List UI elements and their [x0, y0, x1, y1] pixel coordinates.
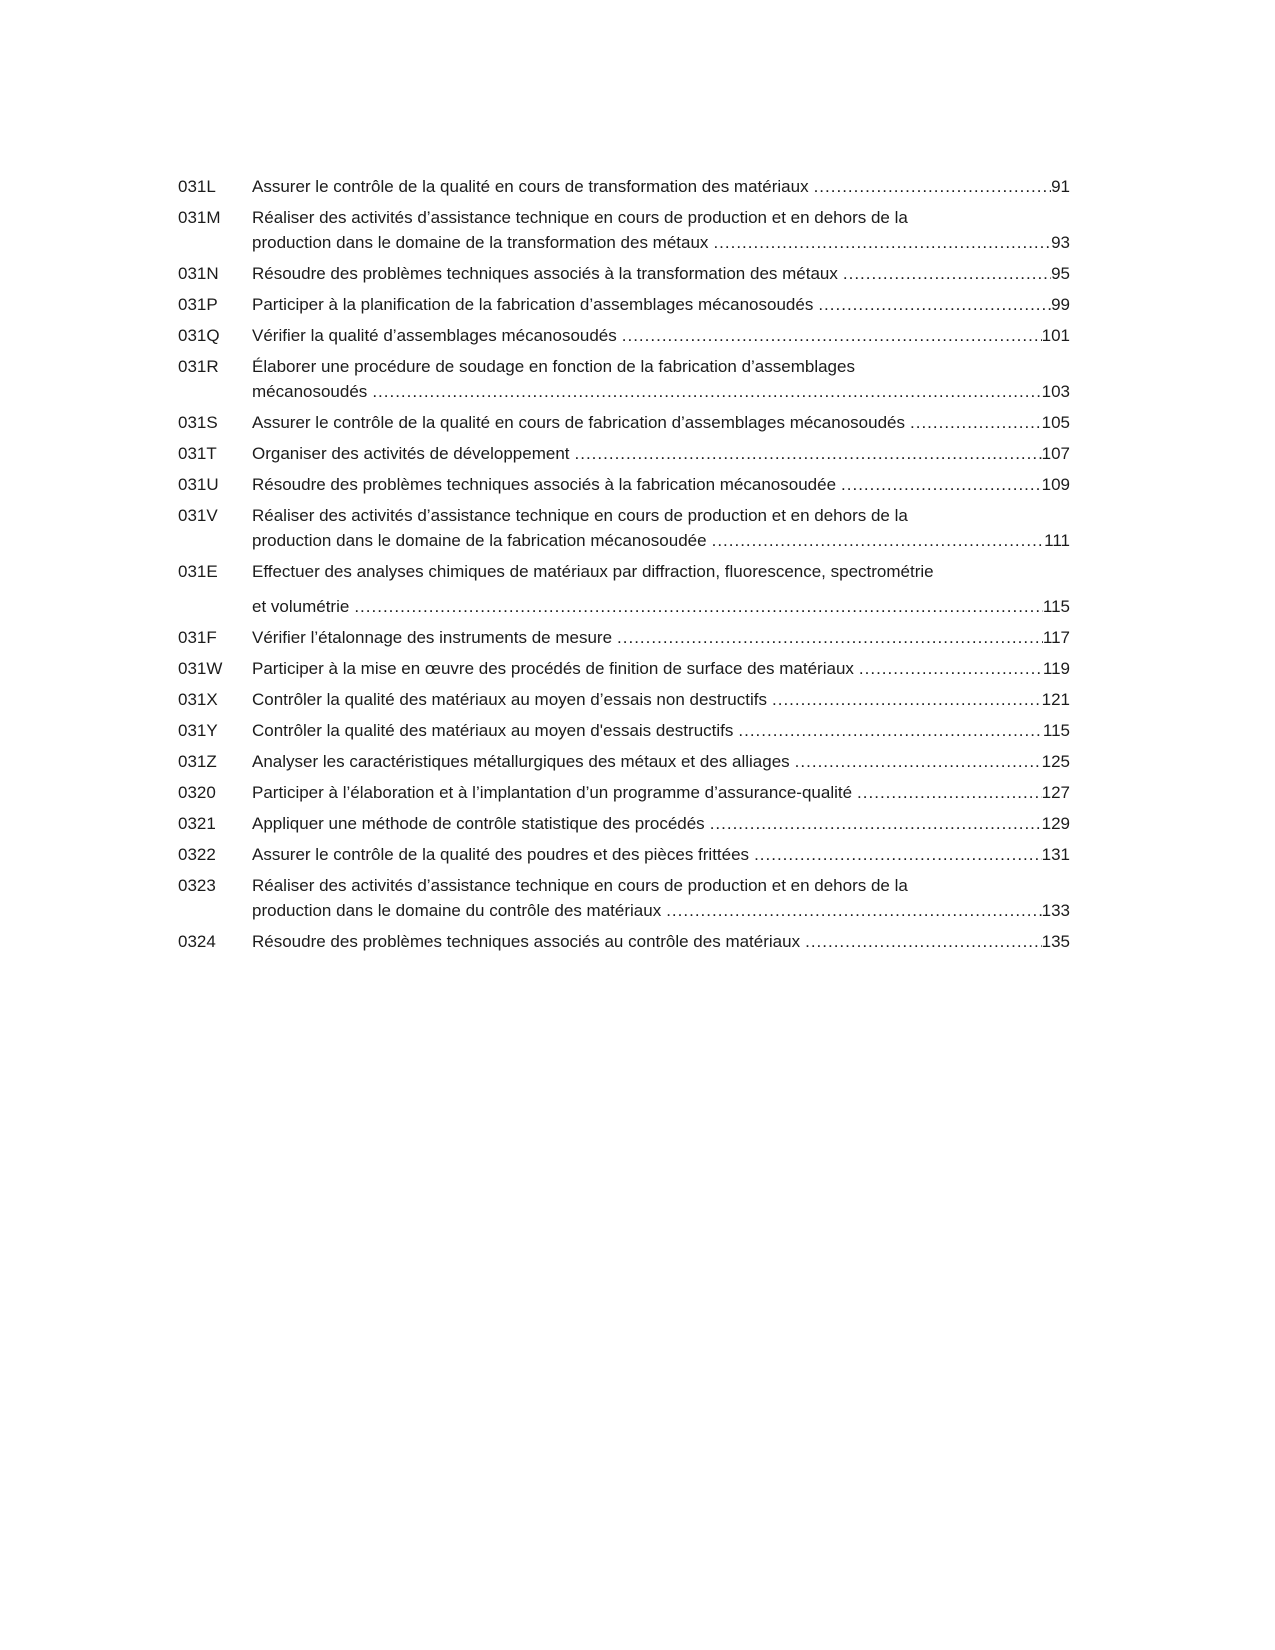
toc-entry: [178, 929, 1070, 954]
toc-entry-content: [252, 441, 1070, 466]
toc-entry-title: Participer à la mise en œuvre des procédés de finition de surface des matériaux: [252, 659, 854, 678]
toc-entry-last-line: [252, 811, 1070, 836]
toc-entry-page-number: 135: [1041, 932, 1070, 951]
toc-entry-last-line: [252, 292, 1070, 317]
dot-leader: [733, 718, 1043, 743]
toc-entry-page-number: 99: [1051, 295, 1070, 314]
toc-entry-title: mécanosoudés: [252, 382, 368, 401]
toc-entry-content: [252, 811, 1070, 836]
toc-entry-code: 031X: [178, 690, 218, 709]
toc-entry-title: Assurer le contrôle de la qualité en cours de fabrication d’assemblages mécanosoudés: [252, 413, 905, 432]
dot-leader: [800, 929, 1042, 954]
toc-entry-title: Résoudre des problèmes techniques associés à la transformation des métaux: [252, 264, 838, 283]
toc-entry: [178, 503, 1070, 553]
toc-entry: [178, 625, 1070, 650]
toc-entry-title: Participer à la planification de la fabrication d’assemblages mécanosoudés: [252, 295, 814, 314]
toc-entry: [178, 441, 1070, 466]
toc-entry-last-line: [252, 687, 1070, 712]
toc-entry-code: 031Q: [178, 326, 220, 345]
toc-entry-page-number: 115: [1042, 721, 1070, 740]
toc-entry: [178, 261, 1070, 286]
toc-entry-page-number: 115: [1042, 597, 1070, 616]
dot-leader: [707, 528, 1045, 553]
toc-entry: [178, 559, 1070, 619]
toc-entry-title: production dans le domaine de la transformation des métaux: [252, 233, 709, 252]
dot-leader: [708, 230, 1051, 255]
toc-entry: [178, 472, 1070, 497]
dot-leader: [749, 842, 1042, 867]
toc-entry-content: [252, 656, 1070, 681]
toc-entry-content: [252, 929, 1070, 954]
toc-entry: [178, 410, 1070, 435]
toc-entry-code: 031P: [178, 295, 218, 314]
toc-entry-last-line: [252, 379, 1070, 404]
toc-entry-code: 031E: [178, 562, 218, 581]
toc-entry-title: Assurer le contrôle de la qualité en cours de transformation des matériaux: [252, 177, 809, 196]
toc-entry-page-number: 91: [1051, 177, 1070, 196]
toc-entry: [178, 811, 1070, 836]
toc-entry-last-line: [252, 174, 1070, 199]
dot-leader: [809, 174, 1052, 199]
toc-entry-title: Contrôler la qualité des matériaux au moyen d'essais destructifs: [252, 721, 734, 740]
toc-entry-content: [252, 472, 1070, 497]
toc-entry-content: [252, 292, 1070, 317]
toc-entry-code: 031U: [178, 475, 219, 494]
toc-entry: [178, 780, 1070, 805]
toc-entry-last-line: [252, 842, 1070, 867]
dot-leader: [570, 441, 1042, 466]
toc-entry-page-number: 109: [1041, 475, 1070, 494]
dot-leader: [349, 594, 1043, 619]
toc-entry-content: [252, 174, 1070, 199]
toc-entry-code: 0320: [178, 783, 216, 802]
toc-entry-last-line: [252, 929, 1070, 954]
toc-entry-title: Assurer le contrôle de la qualité des poudres et des pièces frittées: [252, 845, 750, 864]
dot-leader: [836, 472, 1042, 497]
toc-entry-code: 031R: [178, 357, 219, 376]
toc-entry-content: [252, 205, 1070, 255]
toc-entry-code: 031S: [178, 413, 218, 432]
toc-entry-code: 031M: [178, 208, 221, 227]
toc-entry-last-line: [252, 441, 1070, 466]
toc-entry-text-line: Effectuer des analyses chimiques de matériaux par diffraction, fluorescence, spectrométrie: [252, 562, 934, 581]
toc-entry-page-number: 117: [1042, 628, 1070, 647]
toc-entry-content: [252, 261, 1070, 286]
toc-entry-code: 0324: [178, 932, 216, 951]
toc-entry-last-line: [252, 472, 1070, 497]
toc-entry-page-number: 111: [1044, 531, 1070, 550]
toc-entry-code: 031N: [178, 264, 219, 283]
toc-entry-title: Vérifier la qualité d’assemblages mécanosoudés: [252, 326, 617, 345]
toc-entry-title: production dans le domaine de la fabrication mécanosoudée: [252, 531, 707, 550]
toc-entry-content: [252, 718, 1070, 743]
toc-entry-code: 0323: [178, 876, 216, 895]
toc-entry-page-number: 133: [1041, 901, 1070, 920]
toc-entry-title: Contrôler la qualité des matériaux au moyen d’essais non destructifs: [252, 690, 767, 709]
toc-entry: [178, 205, 1070, 255]
toc-entry: [178, 718, 1070, 743]
toc-entry: [178, 842, 1070, 867]
dot-leader: [661, 898, 1041, 923]
toc-entry-content: [252, 410, 1070, 435]
dot-leader: [767, 687, 1042, 712]
toc-entry-page-number: 127: [1041, 783, 1070, 802]
toc-entry-title: Participer à l’élaboration et à l’implantation d’un programme d’assurance-qualité: [252, 783, 853, 802]
toc-entry-code: 0321: [178, 814, 216, 833]
toc-entry-content: [252, 780, 1070, 805]
toc-entry: [178, 292, 1070, 317]
toc-entry-page-number: 107: [1041, 444, 1070, 463]
dot-leader: [813, 292, 1051, 317]
toc-entry-last-line: [252, 656, 1070, 681]
toc-entry-last-line: [252, 594, 1070, 619]
toc-entry-content: [252, 323, 1070, 348]
toc-entry-content: [252, 873, 1070, 923]
toc-entry-code: 031Y: [178, 721, 218, 740]
toc-entry-content: [252, 749, 1070, 774]
toc-entry-page-number: 119: [1042, 659, 1070, 678]
toc-entry-text-line: Réaliser des activités d’assistance technique en cours de production et en dehors de la: [252, 876, 908, 895]
toc-entry-page-number: 125: [1041, 752, 1070, 771]
toc-entry: [178, 656, 1070, 681]
toc-entry-page-number: 103: [1041, 382, 1070, 401]
dot-leader: [852, 780, 1042, 805]
toc-entry-text-line: Élaborer une procédure de soudage en fonction de la fabrication d’assemblages: [252, 357, 855, 376]
dot-leader: [790, 749, 1042, 774]
toc-entry-code: 031W: [178, 659, 223, 678]
toc-entry-code: 031T: [178, 444, 217, 463]
toc-entry-title: Appliquer une méthode de contrôle statistique des procédés: [252, 814, 705, 833]
toc-entry: [178, 687, 1070, 712]
dot-leader: [617, 323, 1042, 348]
dot-leader: [838, 261, 1051, 286]
dot-leader: [705, 811, 1042, 836]
toc-entry-title: Organiser des activités de développement: [252, 444, 570, 463]
toc-entry-last-line: [252, 749, 1070, 774]
toc-list: [178, 174, 1070, 960]
dot-leader: [367, 379, 1041, 404]
toc-entry-last-line: [252, 230, 1070, 255]
toc-entry-content: [252, 559, 1070, 619]
toc-entry-page-number: 101: [1041, 326, 1070, 345]
toc-entry-last-line: [252, 410, 1070, 435]
toc-entry-page-number: 93: [1051, 233, 1070, 252]
toc-entry-page-number: 121: [1041, 690, 1070, 709]
toc-entry-last-line: [252, 261, 1070, 286]
toc-entry-content: [252, 625, 1070, 650]
toc-entry-title: Résoudre des problèmes techniques associés à la fabrication mécanosoudée: [252, 475, 837, 494]
toc-entry-code: 031Z: [178, 752, 217, 771]
dot-leader: [854, 656, 1043, 681]
toc-entry-content: [252, 354, 1070, 404]
toc-entry-last-line: [252, 898, 1070, 923]
toc-entry-code: 031V: [178, 506, 218, 525]
toc-entry-page-number: 95: [1051, 264, 1070, 283]
dot-leader: [905, 410, 1042, 435]
toc-entry-code: 031L: [178, 177, 216, 196]
toc-entry-last-line: [252, 780, 1070, 805]
toc-entry: [178, 174, 1070, 199]
dot-leader: [612, 625, 1043, 650]
toc-entry: [178, 354, 1070, 404]
toc-entry-code: 0322: [178, 845, 216, 864]
toc-entry-text-line: Réaliser des activités d’assistance technique en cours de production et en dehors de la: [252, 506, 908, 525]
toc-entry-page-number: 105: [1041, 413, 1070, 432]
toc-entry-page-number: 129: [1041, 814, 1070, 833]
toc-entry: [178, 323, 1070, 348]
toc-entry-last-line: [252, 528, 1070, 553]
toc-entry-content: [252, 687, 1070, 712]
toc-entry-content: [252, 503, 1070, 553]
toc-entry-last-line: [252, 323, 1070, 348]
toc-entry-last-line: [252, 718, 1070, 743]
toc-entry-title: production dans le domaine du contrôle des matériaux: [252, 901, 662, 920]
toc-entry-last-line: [252, 625, 1070, 650]
toc-entry-content: [252, 842, 1070, 867]
toc-entry-title: et volumétrie: [252, 597, 350, 616]
toc-entry-text-line: Réaliser des activités d’assistance technique en cours de production et en dehors de la: [252, 208, 908, 227]
toc-entry-title: Analyser les caractéristiques métallurgiques des métaux et des alliages: [252, 752, 790, 771]
toc-entry: [178, 873, 1070, 923]
toc-entry-code: 031F: [178, 628, 217, 647]
toc-entry-page-number: 131: [1041, 845, 1070, 864]
toc-entry-title: Vérifier l’étalonnage des instruments de mesure: [252, 628, 613, 647]
toc-entry-title: Résoudre des problèmes techniques associés au contrôle des matériaux: [252, 932, 801, 951]
toc-entry: [178, 749, 1070, 774]
